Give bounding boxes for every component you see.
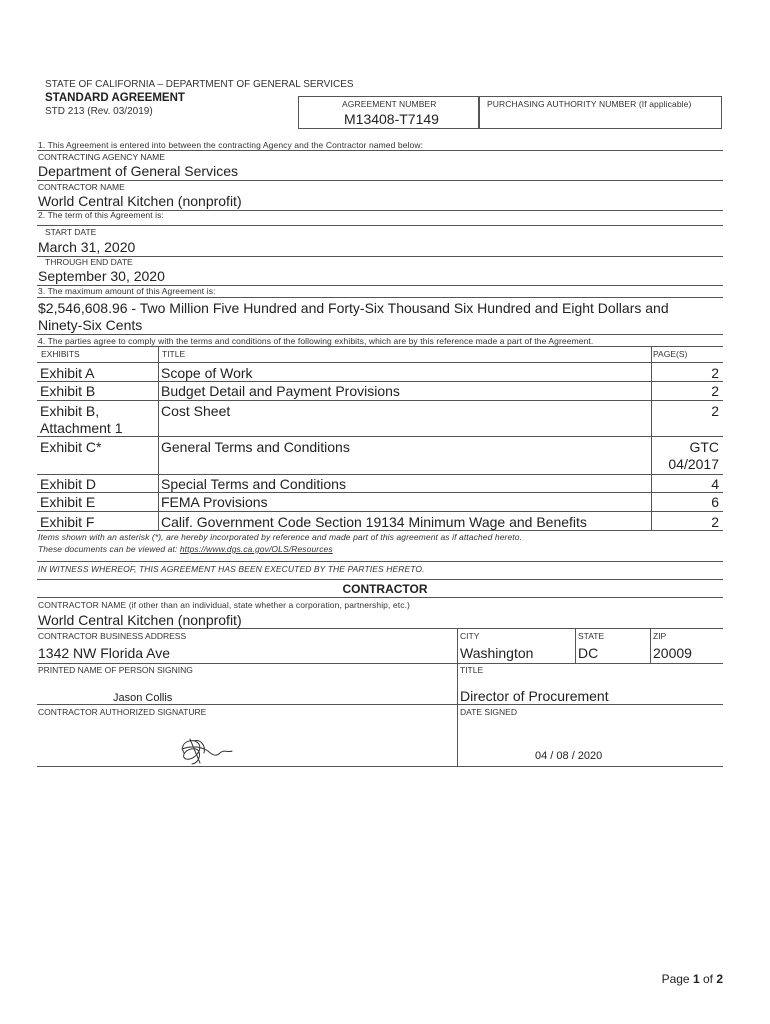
form-title: STANDARD AGREEMENT xyxy=(45,92,185,104)
section4-text: 4. The parties agree to comply with the terms and conditions of the following exhibits, which are by this reference made a part of the Agreement. xyxy=(38,336,594,346)
resources-note xyxy=(38,544,333,554)
section2-text: 2. The term of this Agreement is: xyxy=(38,210,164,220)
city-label: CITY xyxy=(460,631,480,641)
section1-text: 1. This Agreement is entered into between the contracting Agency and the Contractor named below: xyxy=(38,140,424,150)
address-label: CONTRACTOR BUSINESS ADDRESS xyxy=(38,631,187,641)
exhibit-b1-label: Exhibit B, xyxy=(40,403,100,419)
city: Washington xyxy=(460,645,534,661)
signature-image xyxy=(172,733,242,767)
address: 1342 NW Florida Ave xyxy=(38,645,171,661)
exhibit-c-pages: GTC xyxy=(689,439,719,455)
exhibit-a-pages: 2 xyxy=(711,365,719,381)
amount-line1: $2,546,608.96 - Two Million Five Hundred and Forty-Six Thousand Six Hundred and Eight Dollars and xyxy=(38,300,669,316)
state: DC xyxy=(578,645,599,661)
exhibit-b-pages: 2 xyxy=(711,383,719,399)
exhibit-d-pages: 4 xyxy=(711,476,719,492)
agency-name: Department of General Services xyxy=(38,163,238,179)
agency-line: STATE OF CALIFORNIA – DEPARTMENT OF GENERAL SERVICES xyxy=(45,79,354,90)
exhibit-d-title: Special Terms and Conditions xyxy=(161,476,346,492)
exhibit-e-label: Exhibit E xyxy=(40,494,96,510)
exhibit-f-pages: 2 xyxy=(711,514,719,530)
contractor-name2: World Central Kitchen (nonprofit) xyxy=(38,612,242,628)
page-prefix: Page xyxy=(661,972,693,986)
zip-label: ZIP xyxy=(653,631,667,641)
witness-text: IN WITNESS WHEREOF, THIS AGREEMENT HAS BEEN EXECUTED BY THE PARTIES HERETO. xyxy=(38,564,425,574)
exhibit-b-label: Exhibit B xyxy=(40,383,96,399)
exhibit-e-pages: 6 xyxy=(711,494,719,510)
agency-name-label: CONTRACTING AGENCY NAME xyxy=(38,152,165,162)
zip: 20009 xyxy=(653,645,692,661)
end-date: September 30, 2020 xyxy=(38,268,165,284)
resources-note-prefix: These documents can be viewed at: xyxy=(38,544,180,554)
contractor-name-label2: CONTRACTOR NAME (if other than an individual, state whether a corporation, partnership, etc.) xyxy=(38,600,410,610)
date-signed: 04 / 08 / 2020 xyxy=(535,750,603,762)
exhibit-d-label: Exhibit D xyxy=(40,476,97,492)
col-exhibits: EXHIBITS xyxy=(41,349,80,359)
contractor-heading: CONTRACTOR xyxy=(342,582,428,596)
form-number: STD 213 (Rev. 03/2019) xyxy=(45,106,153,117)
asterisk-note: Items shown with an asterisk (*), are hereby incorporated by reference and made part of this agreement as if attached hereto. xyxy=(38,532,523,542)
exhibit-c-pages2: 04/2017 xyxy=(668,456,719,472)
purchasing-authority-label: PURCHASING AUTHORITY NUMBER (If applicable) xyxy=(487,99,692,109)
page-indicator xyxy=(662,972,723,986)
amount-line2: Ninety-Six Cents xyxy=(38,317,143,333)
exhibit-c-title: General Terms and Conditions xyxy=(161,439,350,455)
agreement-number: M13408-T7149 xyxy=(344,111,439,127)
exhibit-b1-title: Cost Sheet xyxy=(161,403,231,419)
end-date-label: THROUGH END DATE xyxy=(45,257,133,267)
title-label: TITLE xyxy=(460,665,484,675)
col-title: TITLE xyxy=(162,349,186,359)
col-pages: PAGE(S) xyxy=(653,349,688,359)
resources-link[interactable]: https://www.dgs.ca.gov/OLS/Resources xyxy=(179,544,333,554)
date-signed-label: DATE SIGNED xyxy=(460,707,517,717)
exhibit-b1-pages: 2 xyxy=(711,403,719,419)
exhibit-a-title: Scope of Work xyxy=(161,365,253,381)
page-total: 2 xyxy=(716,972,723,986)
contractor-name-label: CONTRACTOR NAME xyxy=(38,182,125,192)
start-date: March 31, 2020 xyxy=(38,239,136,255)
agreement-number-label: AGREEMENT NUMBER xyxy=(342,99,437,109)
contractor-name: World Central Kitchen (nonprofit) xyxy=(38,193,242,209)
start-date-label: START DATE xyxy=(45,227,97,237)
section3-text: 3. The maximum amount of this Agreement is: xyxy=(38,286,216,296)
exhibit-c-label: Exhibit C* xyxy=(40,439,102,455)
printed-name: Jason Collis xyxy=(113,692,173,704)
exhibit-f-title: Calif. Government Code Section 19134 Minimum Wage and Benefits xyxy=(161,514,587,530)
exhibit-b-title: Budget Detail and Payment Provisions xyxy=(161,383,400,399)
exhibit-e-title: FEMA Provisions xyxy=(161,494,268,510)
exhibit-f-label: Exhibit F xyxy=(40,514,95,530)
page-of: of xyxy=(699,972,717,986)
state-label: STATE xyxy=(578,631,605,641)
exhibit-b1-label2: Attachment 1 xyxy=(40,420,123,436)
printed-name-label: PRINTED NAME OF PERSON SIGNING xyxy=(38,665,193,675)
signer-title: Director of Procurement xyxy=(460,688,609,704)
exhibit-a-label: Exhibit A xyxy=(40,365,95,381)
signature-label: CONTRACTOR AUTHORIZED SIGNATURE xyxy=(38,707,207,717)
page-num: 1 xyxy=(692,972,700,986)
